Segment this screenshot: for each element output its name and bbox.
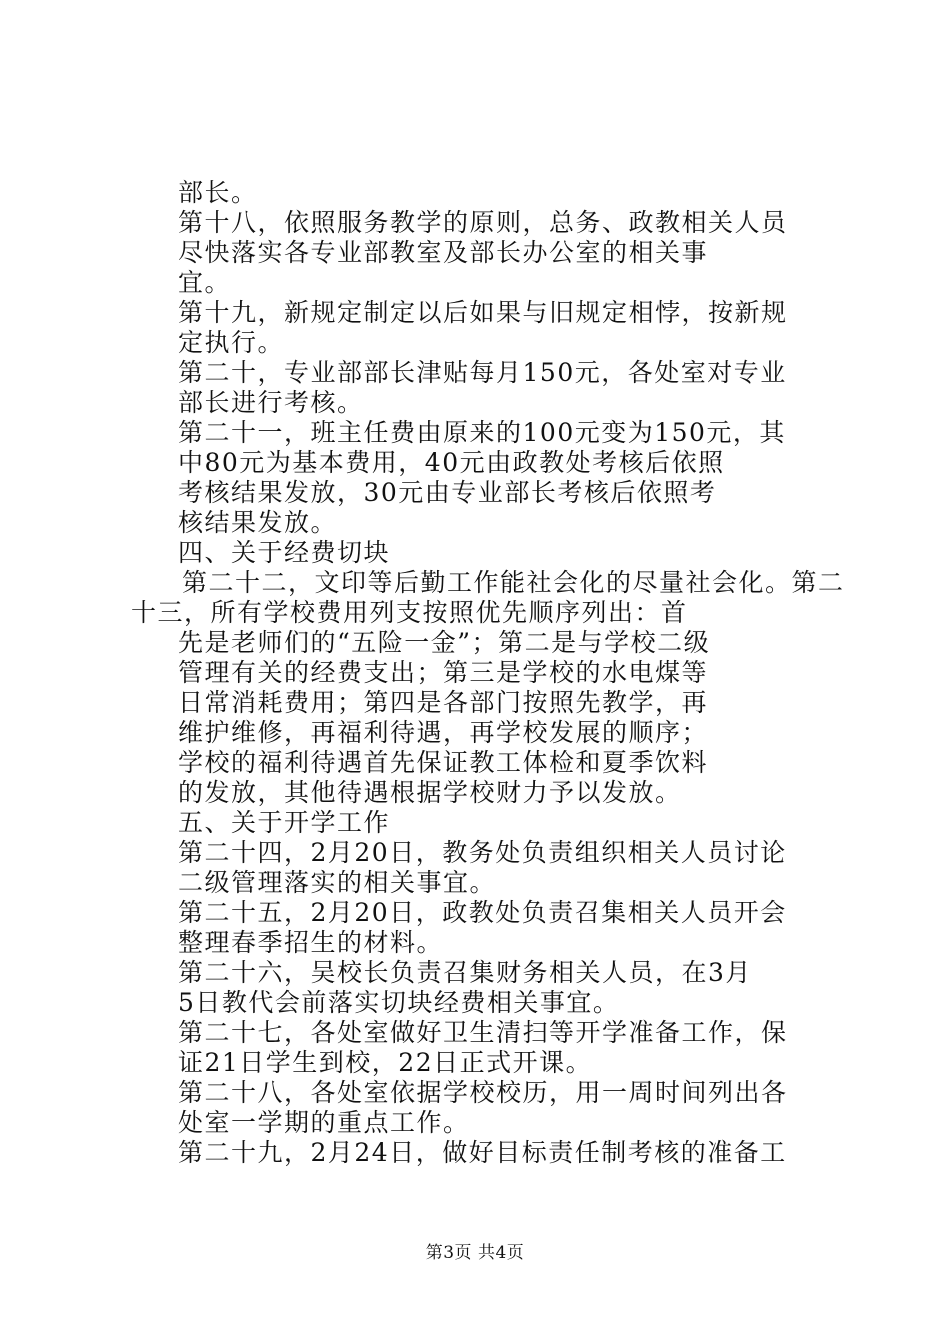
text-line: 定执行。 [178,328,285,357]
text-line: 第二十六，吴校长负责召集财务相关人员，在3月 [178,958,752,987]
text-line: 十三，所有学校费用列支按照优先顺序列出：首 [131,598,688,627]
text-line: 第二十八，各处室依据学校校历，用一周时间列出各 [178,1078,788,1107]
text-line: 的发放，其他待遇根据学校财力予以发放。 [178,778,682,807]
text-line: 管理有关的经费支出；第三是学校的水电煤等 [178,658,709,687]
text-line: 日常消耗费用；第四是各部门按照先教学，再 [178,688,709,717]
text-line: 核结果发放。 [178,508,338,537]
section-heading: 四、关于经费切块 [178,538,391,567]
text-line: 证21日学生到校，22日正式开课。 [178,1048,593,1077]
text-line: 二级管理落实的相关事宜。 [178,868,497,897]
text-line: 考核结果发放，30元由专业部长考核后依照考 [178,478,717,507]
text-line: 第二十二，文印等后勤工作能社会化的尽量社会化。第二 [182,568,845,597]
section-heading: 五、关于开学工作 [178,808,391,837]
text-line: 5日教代会前落实切块经费相关事宜。 [178,988,620,1017]
text-line: 第二十一，班主任费由原来的100元变为150元，其 [178,418,786,447]
text-line: 第二十四，2月20日，教务处负责组织相关人员讨论 [178,838,787,867]
text-line: 第二十七，各处室做好卫生清扫等开学准备工作，保 [178,1018,788,1047]
text-line: 维护维修，再福利待遇，再学校发展的顺序； [178,718,709,747]
text-line: 尽快落实各专业部教室及部长办公室的相关事 [178,238,709,267]
text-line: 部长。 [178,178,258,207]
text-line: 中80元为基本费用，40元由政教处考核后依照 [178,448,725,477]
text-line: 整理春季招生的材料。 [178,928,444,957]
page-footer: 第3页 共4页 [425,1243,525,1263]
text-line: 第二十九，2月24日，做好目标责任制考核的准备工 [178,1138,787,1167]
text-line: 第二十五，2月20日，政教处负责召集相关人员开会 [178,898,787,927]
text-line: 第十九，新规定制定以后如果与旧规定相悖，按新规 [178,298,788,327]
text-line: 宜。 [178,268,232,297]
text-line: 先是老师们的“五险一金”；第二是与学校二级 [178,628,711,657]
text-line: 处室一学期的重点工作。 [178,1108,470,1137]
text-line: 第十八，依照服务教学的原则，总务、政教相关人员 [178,208,788,237]
text-line: 第二十，专业部部长津贴每月150元，各处室对专业 [178,358,787,387]
text-line: 学校的福利待遇首先保证教工体检和夏季饮料 [178,748,709,777]
text-line: 部长进行考核。 [178,388,364,417]
